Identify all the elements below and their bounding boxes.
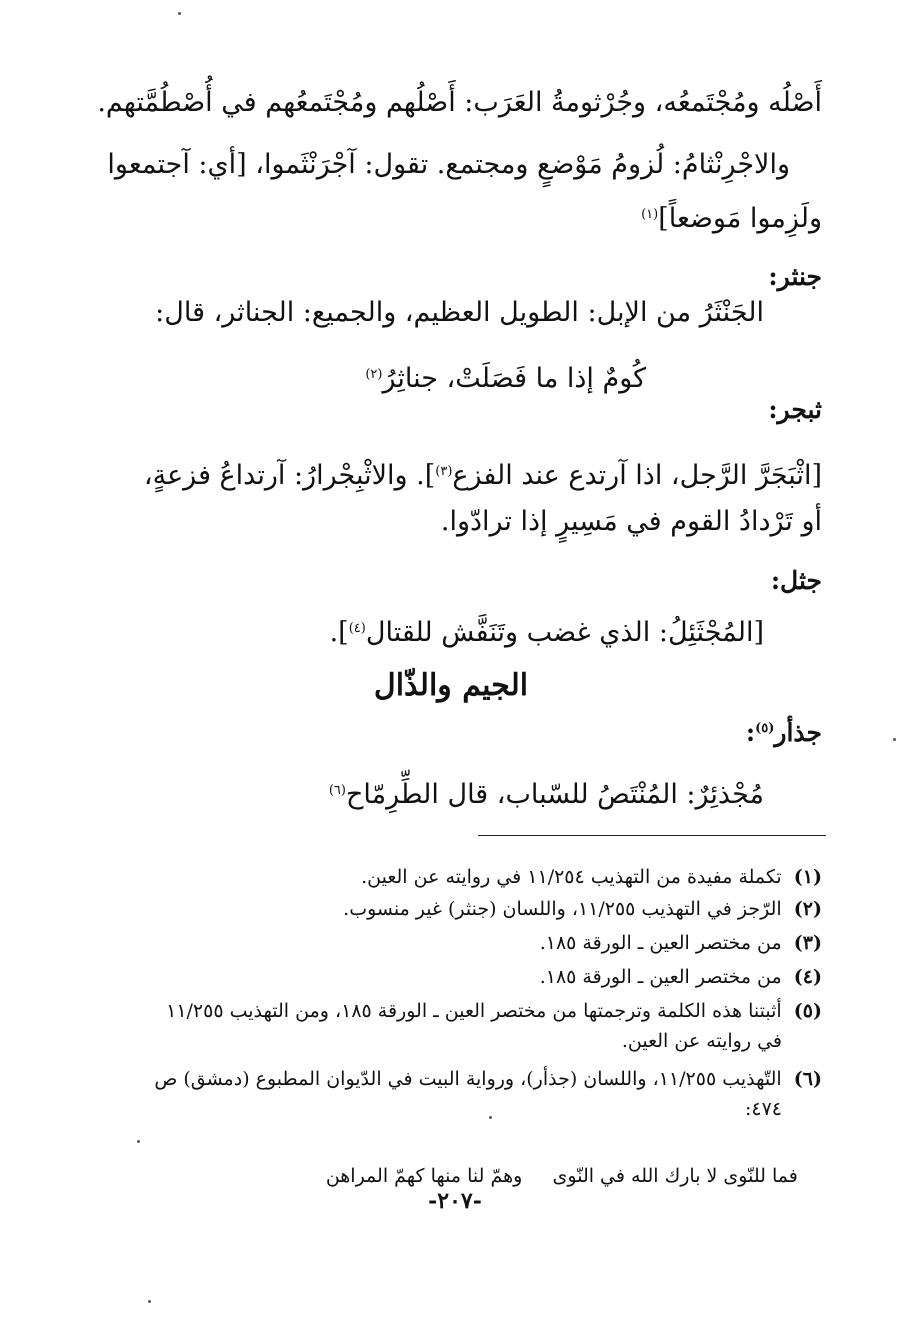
scan-speck: [148, 1300, 151, 1303]
paragraph-line: ولَزِموا مَوضعاً]: [658, 203, 822, 234]
paragraph-text: أَصْلُه ومُجْتَمعُه، وجُرْثومةُ العَرَب: أَصْلُهم ومُجْتَمعُهم في أُصْطُمَّتهم.: [97, 87, 822, 118]
footnote-ref: (٣): [435, 464, 453, 479]
entry-thbjr-line2: [441, 497, 822, 547]
footnote-separator: [478, 835, 826, 836]
paragraph-line: والاجْرِنْثامُ: لُزومُ مَوْضعٍ ومجتمع. تقول: آجْرَنْثَموا، [أي: آجتمعوا: [107, 149, 790, 180]
footnote-ref: (٤): [348, 621, 366, 636]
footnote-text: من مختصر العين ـ الورقة ١٨٥.: [539, 932, 782, 954]
footnote-number: (٣): [793, 932, 822, 954]
footnote-text: في روايته عن العين.: [621, 1030, 782, 1052]
entry-line: أو تَرْدادُ القوم في مَسِيرٍ إذا ترادّوا.: [440, 506, 822, 537]
verse-text: فما للنّوى لا بارك الله في النّوى وهمّ لنا منها كهمّ المراهن: [325, 1165, 798, 1187]
footnote-number: (١): [793, 866, 822, 888]
verse-jnthr: [365, 350, 646, 404]
entry-heading-text: جنثر:: [768, 262, 822, 291]
section-title: [0, 668, 902, 703]
entry-jthl-text: [330, 604, 764, 658]
footnote-text: الرّجز في التهذيب ١١/٢٥٥، واللسان (جنثر) غير منسوب.: [343, 898, 782, 920]
entry-heading-jnthr: [768, 262, 822, 291]
paragraph-ijrintham-cont: [641, 190, 822, 244]
footnote-text: تكملة مفيدة من التهذيب ١١/٢٥٤ في روايته عن العين.: [361, 866, 782, 888]
entry-heading-jthl: [771, 566, 822, 595]
entry-jthar-text: [329, 766, 764, 820]
entry-heading-colon: :: [745, 718, 756, 747]
entry-heading-jthar: [746, 718, 822, 747]
entry-line: [اثْبَجَرَّ الرَّجل، اذا آرتدع عند الفزع: [452, 460, 822, 491]
scan-speck: [178, 12, 181, 15]
footnote-3: [540, 928, 822, 959]
scan-speck: [893, 738, 896, 741]
footnote-5: [166, 996, 822, 1027]
verse-text: كُومٌ إذا ما فَصَلَتْ، جناثِرُ: [382, 363, 646, 394]
footnote-6-cont: [745, 1094, 782, 1125]
footnote-4: [540, 962, 822, 993]
entry-line: [المُجْثَئِلُ: الذي غضب وتَنَفَّش للقتال: [365, 617, 764, 648]
entry-heading-text: جذأر: [774, 718, 822, 747]
footnote-5-cont: [622, 1026, 782, 1057]
paragraph-jrthm-definition: [97, 78, 822, 128]
entry-line: ]. والاثْبِجْرارُ: آرتداعُ فزعةٍ،: [143, 460, 436, 491]
entry-heading-text: جثل:: [770, 566, 822, 595]
entry-jnthr-text: [155, 288, 764, 338]
footnote-2: [343, 894, 822, 925]
footnote-number: (٦): [793, 1068, 822, 1090]
footnote-number: (٢): [793, 898, 822, 920]
footnote-1: [361, 862, 822, 893]
entry-line: الجَنْثَرُ من الإبل: الطويل العظيم، والجميع: الجناثر، قال:: [155, 297, 764, 328]
footnote-number: (٥): [793, 1000, 822, 1022]
footnote-text: أثبتنا هذه الكلمة وترجمتها من مختصر العين ـ الورقة ١٨٥، ومن التهذيب ١١/٢٥٥: [166, 1000, 782, 1022]
entry-line: مُجْذئِرٌ: المُنْتَصُ للسّباب، قال الطِّرِمّاح: [345, 779, 764, 810]
footnote-ref: (٦): [328, 783, 346, 798]
footnote-ref: (٥): [755, 721, 775, 736]
scan-speck: [137, 1140, 140, 1143]
footnote-ref: (١): [641, 207, 659, 222]
scan-speck: [489, 1116, 492, 1119]
page-number: -٢٠٧-: [428, 1188, 482, 1214]
section-title-text: الجيم والذّال: [373, 668, 529, 703]
entry-line: ].: [329, 617, 349, 648]
footnote-text: من مختصر العين ـ الورقة ١٨٥.: [539, 966, 782, 988]
entry-heading-text: ثبجر:: [768, 395, 822, 424]
entry-heading-thbjr: [768, 395, 822, 424]
footnote-text: ٤٧٤:: [744, 1098, 782, 1120]
footnote-ref: (٢): [365, 367, 383, 382]
footnote-6: [154, 1064, 822, 1095]
paragraph-ijrintham: [107, 140, 822, 190]
footnote-number: (٤): [793, 966, 822, 988]
footnote-text: التّهذيب ١١/٢٥٥، واللسان (جذأر)، ورواية البيت في الدّيوان المطبوع (دمشق) ص: [154, 1068, 782, 1090]
entry-thbjr-line1: [144, 447, 822, 501]
